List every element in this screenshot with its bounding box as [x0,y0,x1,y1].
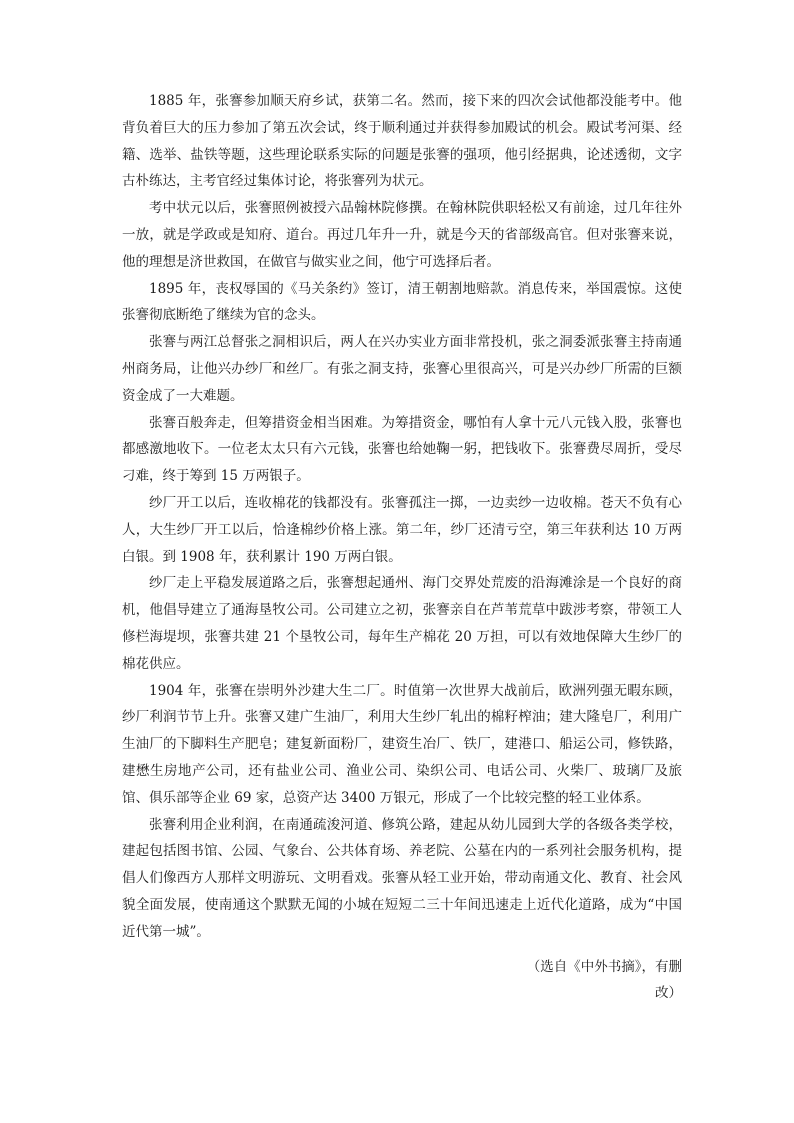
paragraph-2: 考中状元以后，张謇照例被授六品翰林院修撰。在翰林院供职轻松又有前途，过几年往外一放，就是学政或是知府、道台。再过几年升一升，就是今天的省部级高官。但对张謇来说，他的理想是济世救国，在做官与做实业之间，他宁可选择后者。 [122,200,682,270]
article-body [122,88,682,1007]
paragraph-3: 1895 年，丧权辱国的《马关条约》签订，清王朝割地赔款。消息传来，举国震惊。这使张謇彻底断绝了继续为官的念头。 [122,280,682,324]
source-citation: （选自《中外书摘》，有删改） [526,958,682,1002]
paragraph-5: 张謇百般奔走，但筹措资金相当困难。为筹措资金，哪怕有人拿十元八元钱入股，张謇也都感激地收下。一位老太太只有六元钱，张謇也给她鞠一躬，把钱收下。张謇费尽周折，受尽刁难，终于筹到 15 万两银子。 [122,414,682,485]
paragraph-8: 1904 年，张謇在崇明外沙建大生二厂。时值第一次世界大战前后，欧洲列强无暇东顾，纱厂利润节节上升。张謇又建广生油厂，利用大生纱厂轧出的棉籽榨油；建大隆皂厂，利用广生油厂的下脚料生产肥皂；建复新面粉厂，建资生冶厂、铁厂，建港口、船运公司，修铁路，建懋生房地产公司，还有盐业公司、渔业公司、染织公司、电话公司、火柴厂、玻璃厂及旅馆、俱乐部等企业 69 家，总资产达 3400 万银元，形成了一个比较完整的轻工业体系。 [122,682,682,806]
paragraph-7: 纱厂走上平稳发展道路之后，张謇想起通州、海门交界处荒废的沿海滩涂是一个良好的商机，他倡导建立了通海垦牧公司。公司建立之初，张謇亲自在芦苇荒草中跋涉考察，带领工人修栏海堤坝，张謇共建 21 个垦牧公司，每年生产棉花 20 万担，可以有效地保障大生纱厂的棉花供应。 [122,575,682,672]
paragraph-4: 张謇与两江总督张之洞相识后，两人在兴办实业方面非常投机，张之洞委派张謇主持南通州商务局，让他兴办纱厂和丝厂。有张之洞支持，张謇心里很高兴，可是兴办纱厂所需的巨额资金成了一大难题。 [122,334,682,404]
paragraph-1: 1885 年，张謇参加顺天府乡试，获第二名。然而，接下来的四次会试他都没能考中。他背负着巨大的压力参加了第五次会试，终于顺利通过并获得参加殿试的机会。殿试考河渠、经籍、选举、盐铁等题，这些理论联系实际的问题是张謇的强项，他引经据典，论述透彻，文字古朴练达，主考官经过集体讨论，将张謇列为状元。 [122,93,682,190]
paragraph-6: 纱厂开工以后，连收棉花的钱都没有。张謇孤注一掷，一边卖纱一边收棉。苍天不负有心人，大生纱厂开工以后，恰逢棉纱价格上涨。第二年，纱厂还清亏空，第三年获利达 10 万两白银。到 1908 年，获利累计 190 万两白银。 [122,494,682,565]
paragraph-9: 张謇利用企业利润，在南通疏浚河道、修筑公路，建起从幼儿园到大学的各级各类学校，建起包括图书馆、公园、气象台、公共体育场、养老院、公墓在内的一系列社会服务机构，提倡人们像西方人那样文明游玩、文明看戏。张謇从轻工业开始，带动南通文化、教育、社会风貌全面发展，使南通这个默默无闻的小城在短短二三十年间迅速走上近代化道路，成为“中国近代第一城”。 [122,816,682,940]
